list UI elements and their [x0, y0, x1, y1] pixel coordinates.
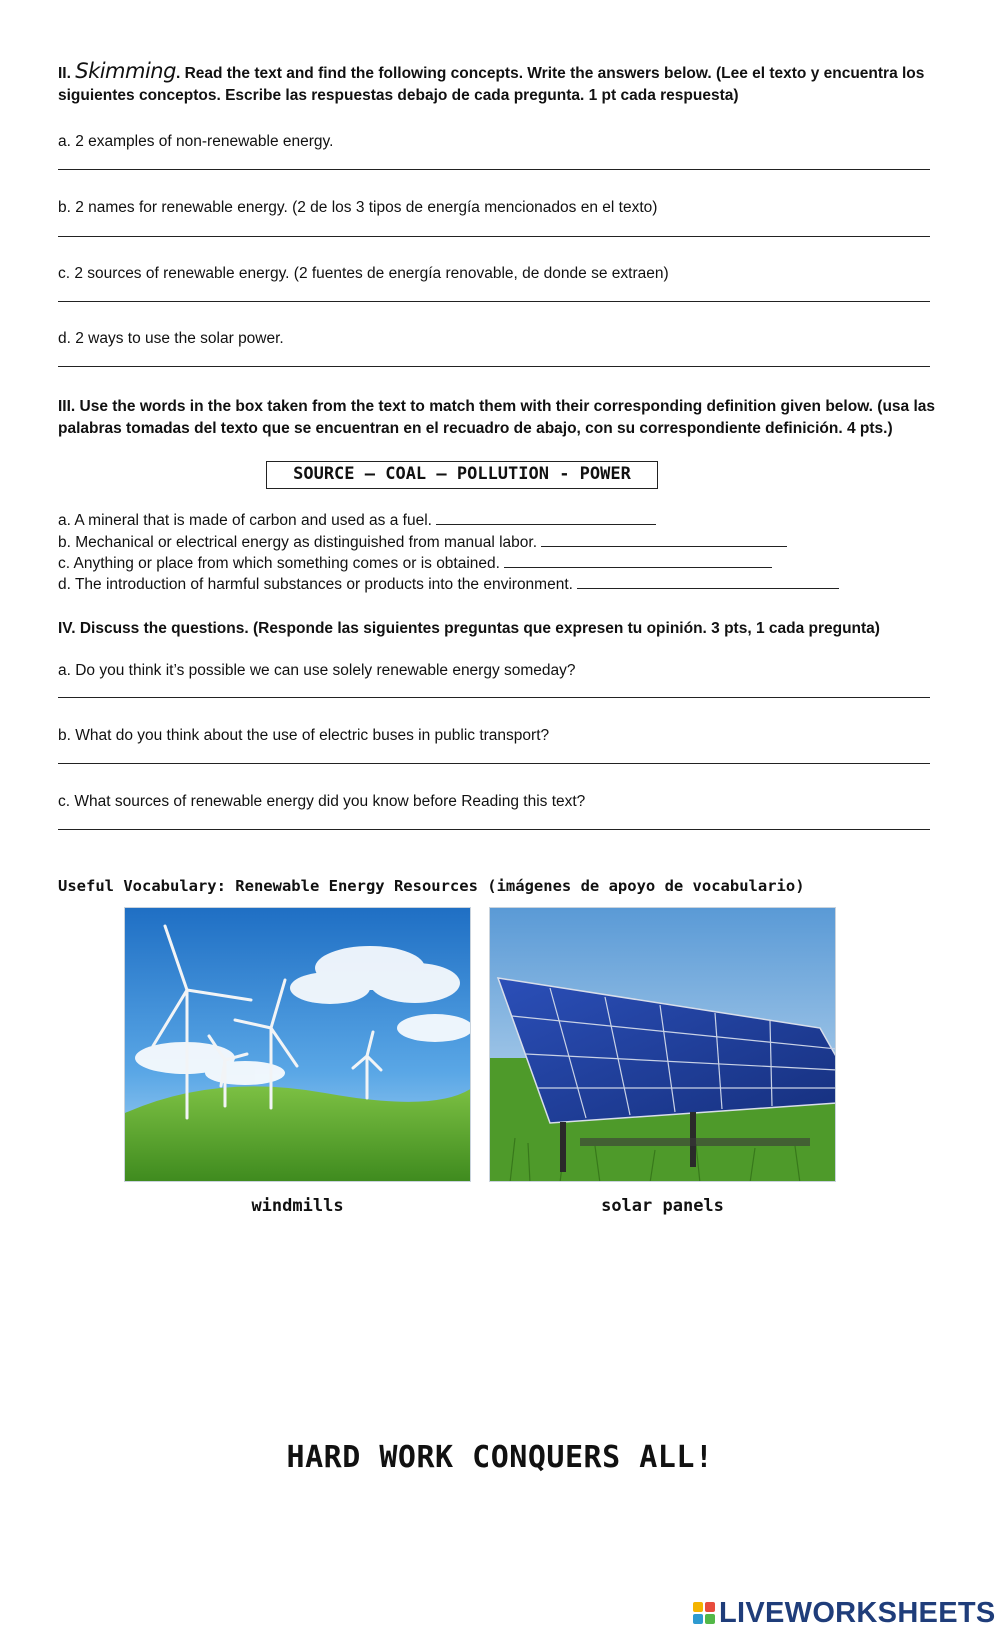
- windmills-caption: windmills: [251, 1196, 344, 1216]
- definition-d-blank[interactable]: [577, 575, 839, 589]
- answer-line-4a[interactable]: [58, 697, 930, 698]
- definition-a: [58, 510, 656, 532]
- definition-d-text: d. The introduction of harmful substances or products into the environment.: [58, 576, 573, 593]
- section-2-numeral: II.: [58, 65, 71, 82]
- definition-b: [58, 532, 787, 554]
- brand-name: LIVEWORKSHEETS: [719, 1596, 996, 1629]
- section-2-instructions: [58, 60, 938, 107]
- skimming-word: Skimming: [75, 59, 176, 83]
- question-4b: b. What do you think about the use of electric buses in public transport?: [58, 727, 550, 744]
- vocabulary-title: Useful Vocabulary: Renewable Energy Resources (imágenes de apoyo de vocabulario): [58, 877, 805, 895]
- word-box: SOURCE – COAL – POLLUTION - POWER: [266, 461, 658, 489]
- definition-c: [58, 553, 772, 575]
- answer-line-2b[interactable]: [58, 236, 930, 237]
- answer-line-4b[interactable]: [58, 763, 930, 764]
- question-2c: c. 2 sources of renewable energy. (2 fuentes de energía renovable, de donde se extraen): [58, 265, 669, 282]
- windmills-photo: [124, 907, 471, 1182]
- section-2-text: . Read the text and find the following concepts. Write the answers below. (Lee el texto y encuentra los siguientes conceptos. Escribe las respuestas debajo de cada pregunta. 1 pt cada respuesta): [58, 65, 925, 104]
- definition-a-blank[interactable]: [436, 511, 656, 525]
- question-2d: d. 2 ways to use the solar power.: [58, 330, 284, 347]
- question-4c: c. What sources of renewable energy did you know before Reading this text?: [58, 793, 586, 810]
- solar-panels-caption: solar panels: [601, 1196, 724, 1216]
- definition-b-blank[interactable]: [541, 533, 787, 547]
- definition-b-text: b. Mechanical or electrical energy as distinguished from manual labor.: [58, 534, 538, 551]
- answer-line-4c[interactable]: [58, 829, 930, 830]
- definition-d: [58, 574, 839, 596]
- definition-c-text: c. Anything or place from which something comes or is obtained.: [58, 555, 500, 572]
- answer-line-2c[interactable]: [58, 301, 930, 302]
- liveworksheets-brand[interactable]: [693, 1596, 996, 1630]
- section-4-instructions: IV. Discuss the questions. (Responde las siguientes preguntas que expresen tu opinión. 3 pts, 1 cada pregunta): [58, 620, 880, 637]
- question-4a: a. Do you think it’s possible we can use solely renewable energy someday?: [58, 662, 576, 679]
- liveworksheets-logo-icon: [693, 1602, 715, 1624]
- windmills-illustration: [125, 908, 471, 1182]
- definition-c-blank[interactable]: [504, 554, 772, 568]
- section-3-instructions: III. Use the words in the box taken from the text to match them with their corresponding definition given below. (usa las palabras tomadas del texto que se encuentran en el recuadro de abajo, con su correspondiente definición. 4 pts.): [58, 398, 936, 437]
- answer-line-2a[interactable]: [58, 169, 930, 170]
- solar-panels-illustration: [490, 908, 836, 1182]
- solar-panels-photo: [489, 907, 836, 1182]
- question-2a: a. 2 examples of non-renewable energy.: [58, 133, 334, 150]
- answer-line-2d[interactable]: [58, 366, 930, 367]
- question-2b: b. 2 names for renewable energy. (2 de los 3 tipos de energía mencionados en el texto): [58, 199, 658, 216]
- definition-a-text: a. A mineral that is made of carbon and used as a fuel.: [58, 512, 432, 529]
- motto: HARD WORK CONQUERS ALL!: [286, 1440, 714, 1475]
